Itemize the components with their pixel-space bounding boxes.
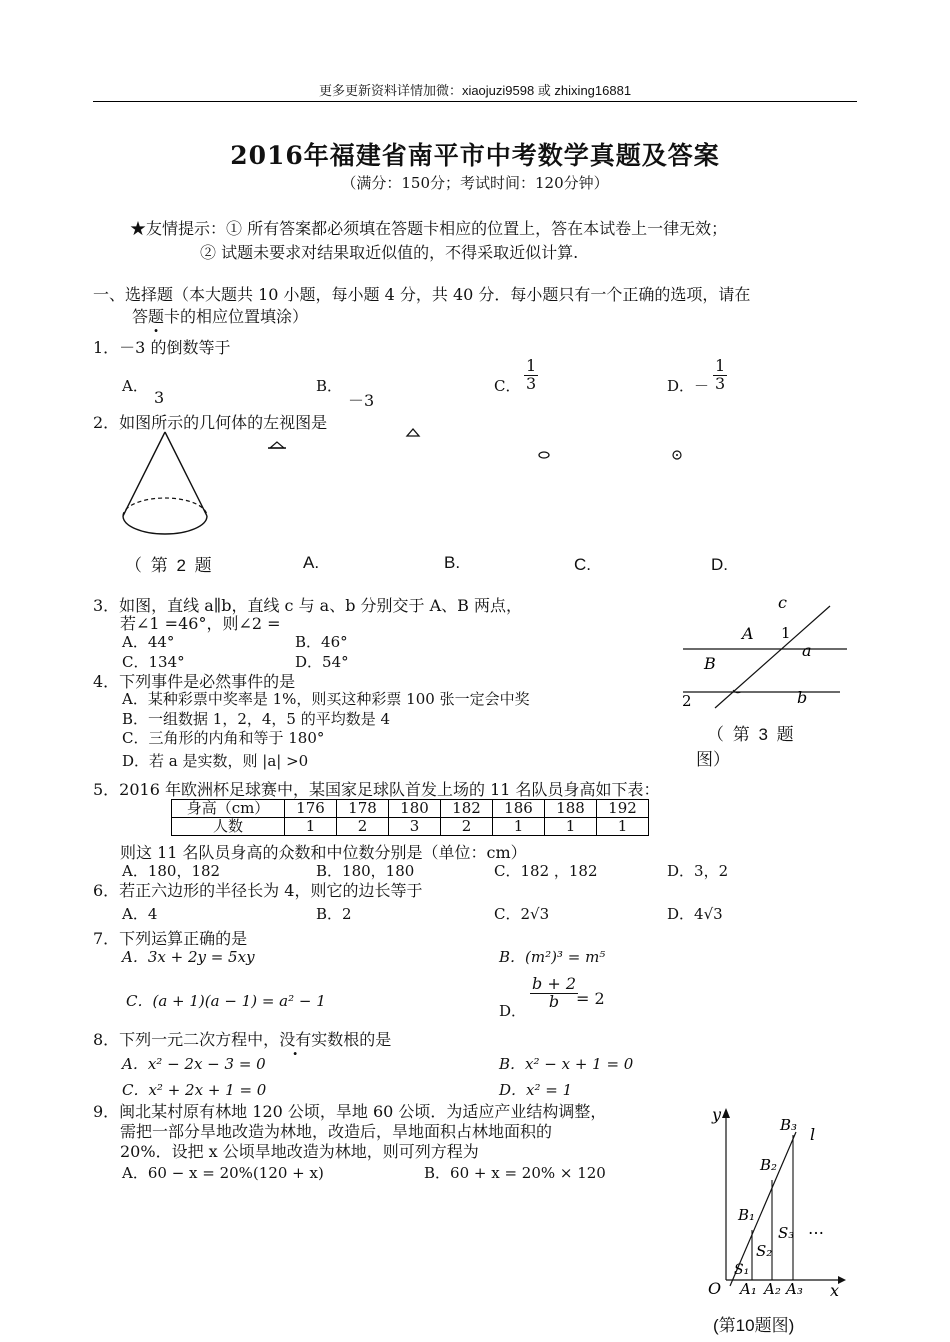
fraction-numerator: 1 — [526, 356, 537, 375]
page-header: 更多更新资料详情加微：xiaojuzi9598 或 zhixing16881 — [318, 83, 632, 98]
q9-stem-3: 20%．设把 x 公顷旱地改造为林地，则可列方程为 — [120, 1142, 479, 1161]
q1-option-d-fraction — [713, 358, 727, 393]
option-a-triangle-icon — [267, 440, 287, 450]
x-axis-label: x — [830, 1281, 840, 1300]
cone-figure — [115, 428, 215, 538]
section-1-heading-tail: 的相应位置填涂） — [180, 307, 309, 326]
line-a-label: a — [802, 641, 812, 660]
q6-stem: 6．若正六边形的半径长为 4，则它的边长等于 — [93, 881, 423, 900]
parallel-lines-figure — [675, 590, 855, 720]
q7-option-d-rhs: = 2 — [576, 989, 605, 1008]
q7-option-d-label: D． — [499, 1002, 527, 1020]
q2-option-b: B. — [444, 553, 461, 572]
section-1-heading-cont — [132, 304, 308, 327]
y-axis-label: y — [712, 1105, 722, 1124]
q1-option-a-value: 3 — [154, 388, 165, 407]
point-a-label: A — [742, 624, 754, 643]
q3-option-b: B．46° — [295, 633, 348, 651]
q9-stem: 9．闽北某村原有林地 120 公顷，旱地 60 公顷．为适应产业结构调整， — [93, 1102, 607, 1121]
q9-stem-2: 需把一部分旱地改造为林地，改造后，旱地面积占林地面积的 — [120, 1122, 553, 1141]
fraction-denominator: 3 — [715, 373, 726, 393]
q4-option-a: A．某种彩票中奖率是 1%，则买这种彩票 100 张一定会中奖 — [122, 690, 530, 708]
q2-caption: （ 第 2 题 — [125, 556, 214, 575]
q8-option-a: A．x² − 2x − 3 = 0 — [122, 1055, 266, 1073]
point-a1-label: A₁ — [740, 1280, 757, 1298]
emphasis-text: 没有 — [279, 1030, 312, 1049]
line-l-label: l — [810, 1125, 816, 1144]
q3-stem-2: 若∠1 =46°，则∠2 = — [120, 614, 281, 633]
q1-option-c: C． — [494, 377, 521, 395]
area-s2-label: S₂ — [756, 1242, 773, 1260]
q2-stem: 2．如图所示的几何体的左视图是 — [93, 413, 328, 432]
q3-option-d: D．54° — [295, 653, 349, 671]
q5-option-c: C．182 ，182 — [494, 862, 598, 880]
table-cell: 180 — [389, 800, 441, 818]
tip-line-1: ★友情提示：① 所有答案都必须填在答题卡相应的位置上，答在本试卷上一律无效； — [130, 219, 728, 238]
option-c-ellipse-icon — [536, 450, 552, 460]
tip-line-2: ② 试题未要求对结果取近似值的，不得采取近似计算. — [200, 243, 579, 262]
point-b1-label: B₁ — [738, 1206, 756, 1224]
q1-option-c-fraction — [524, 358, 538, 393]
angle-2-label: 2 — [682, 692, 692, 710]
table-cell: 186 — [493, 800, 545, 818]
fraction-numerator: 1 — [715, 356, 726, 375]
table-cell: 178 — [337, 800, 389, 818]
q6-option-d: D．4√3 — [667, 905, 723, 923]
table-cell: 188 — [545, 800, 597, 818]
q3-caption-2: 图） — [696, 750, 730, 769]
table-cell: 2 — [337, 818, 389, 836]
section-1-heading: 一、选择题（本大题共 10 小题，每小题 4 分，共 40 分．每小题只有一个正确的选项，请在 — [93, 285, 751, 304]
q5-option-d: D．3，2 — [667, 862, 729, 880]
header-rule — [93, 101, 857, 102]
table-row — [172, 800, 649, 818]
q8-stem-part-1: 8．下列一元二次方程中， — [93, 1030, 280, 1049]
q2-option-c: C. — [574, 555, 591, 574]
q4-stem: 4．下列事件是必然事件的是 — [93, 672, 296, 691]
q4-option-c: C．三角形的内角和等于 180° — [122, 729, 325, 747]
table-cell: 人数 — [172, 818, 285, 836]
angle-1-label: 1 — [781, 624, 791, 642]
q2-option-a: A. — [303, 553, 320, 572]
q6-option-b: B．2 — [316, 905, 352, 923]
q3-option-c: C．134° — [122, 653, 185, 671]
q1-option-d: D．－ — [667, 377, 710, 395]
q5-option-b: B．180，180 — [316, 862, 415, 880]
point-a3-label: A₃ — [786, 1280, 803, 1298]
fraction-denominator: 3 — [526, 373, 537, 393]
exam-title: 2016年福建省南平市中考数学真题及答案 — [230, 141, 720, 170]
q6-option-a: A．4 — [122, 905, 158, 923]
option-d-circle-dot-icon — [670, 449, 684, 461]
table-cell: 1 — [285, 818, 337, 836]
q6-option-c: C．2√3 — [494, 905, 550, 923]
fraction-denominator: b — [548, 991, 560, 1011]
q3-caption: （ 第 3 题 — [707, 725, 796, 744]
q9-option-a: A．60 − x = 20%(120 + x) — [122, 1164, 324, 1182]
q7-option-b: B．(m²)³ = m⁵ — [499, 948, 606, 966]
point-a2-label: A₂ — [764, 1280, 781, 1298]
q7-option-d-fraction — [530, 976, 578, 1011]
origin-label: O — [708, 1279, 722, 1298]
point-b2-label: B₂ — [760, 1156, 778, 1174]
q10-figure — [690, 1100, 850, 1342]
area-s1-label: S₁ — [734, 1262, 750, 1278]
q1-stem: 1．－3 的倒数等于 — [93, 338, 231, 357]
table-cell: 192 — [597, 800, 649, 818]
point-b-label: B — [704, 654, 716, 673]
table-cell: 3 — [389, 818, 441, 836]
table-cell: 身高（cm） — [172, 800, 285, 818]
option-b-triangle-icon — [405, 427, 421, 439]
fraction-numerator: b + 2 — [532, 974, 576, 993]
q1-option-b-value: －3 — [348, 391, 375, 410]
q7-option-c: C．(a + 1)(a − 1) = a² − 1 — [126, 992, 326, 1010]
height-table — [171, 799, 649, 836]
line-c-label: c — [778, 593, 787, 612]
q5-option-a: A．180，182 — [122, 862, 221, 880]
q4-option-d: D．若 a 是实数，则 |a| >0 — [122, 752, 309, 770]
point-b3-label: B₃ — [780, 1116, 798, 1134]
ellipsis-label: … — [808, 1219, 824, 1238]
exam-subtitle: （满分：150分；考试时间：120分钟） — [341, 174, 609, 192]
table-cell: 1 — [493, 818, 545, 836]
q9-option-b: B．60 + x = 20% × 120 — [424, 1164, 606, 1182]
table-row — [172, 818, 649, 836]
q2-option-d: D. — [711, 555, 728, 574]
q5-stem: 5．2016 年欧洲杯足球赛中，某国家足球队首发上场的 11 名队员身高如下表： — [93, 780, 660, 799]
q7-stem: 7．下列运算正确的是 — [93, 929, 248, 948]
q5-after: 则这 11 名队员身高的众数和中位数分别是（单位：cm） — [120, 843, 527, 862]
q8-stem-part-2: 实数根的是 — [311, 1030, 392, 1049]
q8-stem — [93, 1027, 391, 1050]
q8-option-c: C．x² + 2x + 1 = 0 — [122, 1081, 267, 1099]
table-cell: 2 — [441, 818, 493, 836]
q10-caption: (第10题图) — [713, 1316, 795, 1335]
q3-stem: 3．如图，直线 a∥b，直线 c 与 a、b 分别交于 A、B 两点， — [93, 596, 523, 615]
q8-option-d: D．x² = 1 — [499, 1081, 573, 1099]
q7-option-a: A．3x + 2y = 5xy — [122, 948, 255, 966]
q4-option-b: B．一组数据 1，2，4，5 的平均数是 4 — [122, 710, 391, 728]
table-cell: 176 — [285, 800, 337, 818]
q3-option-a: A．44° — [122, 633, 175, 651]
q1-option-a: A． — [122, 377, 148, 395]
table-cell: 182 — [441, 800, 493, 818]
table-cell: 1 — [545, 818, 597, 836]
q8-option-b: B．x² − x + 1 = 0 — [499, 1055, 634, 1073]
line-b-label: b — [797, 688, 808, 707]
area-s3-label: S₃ — [778, 1224, 795, 1242]
q1-option-b: B． — [316, 377, 343, 395]
table-cell: 1 — [597, 818, 649, 836]
emphasis-text: 答题卡 — [132, 307, 181, 326]
